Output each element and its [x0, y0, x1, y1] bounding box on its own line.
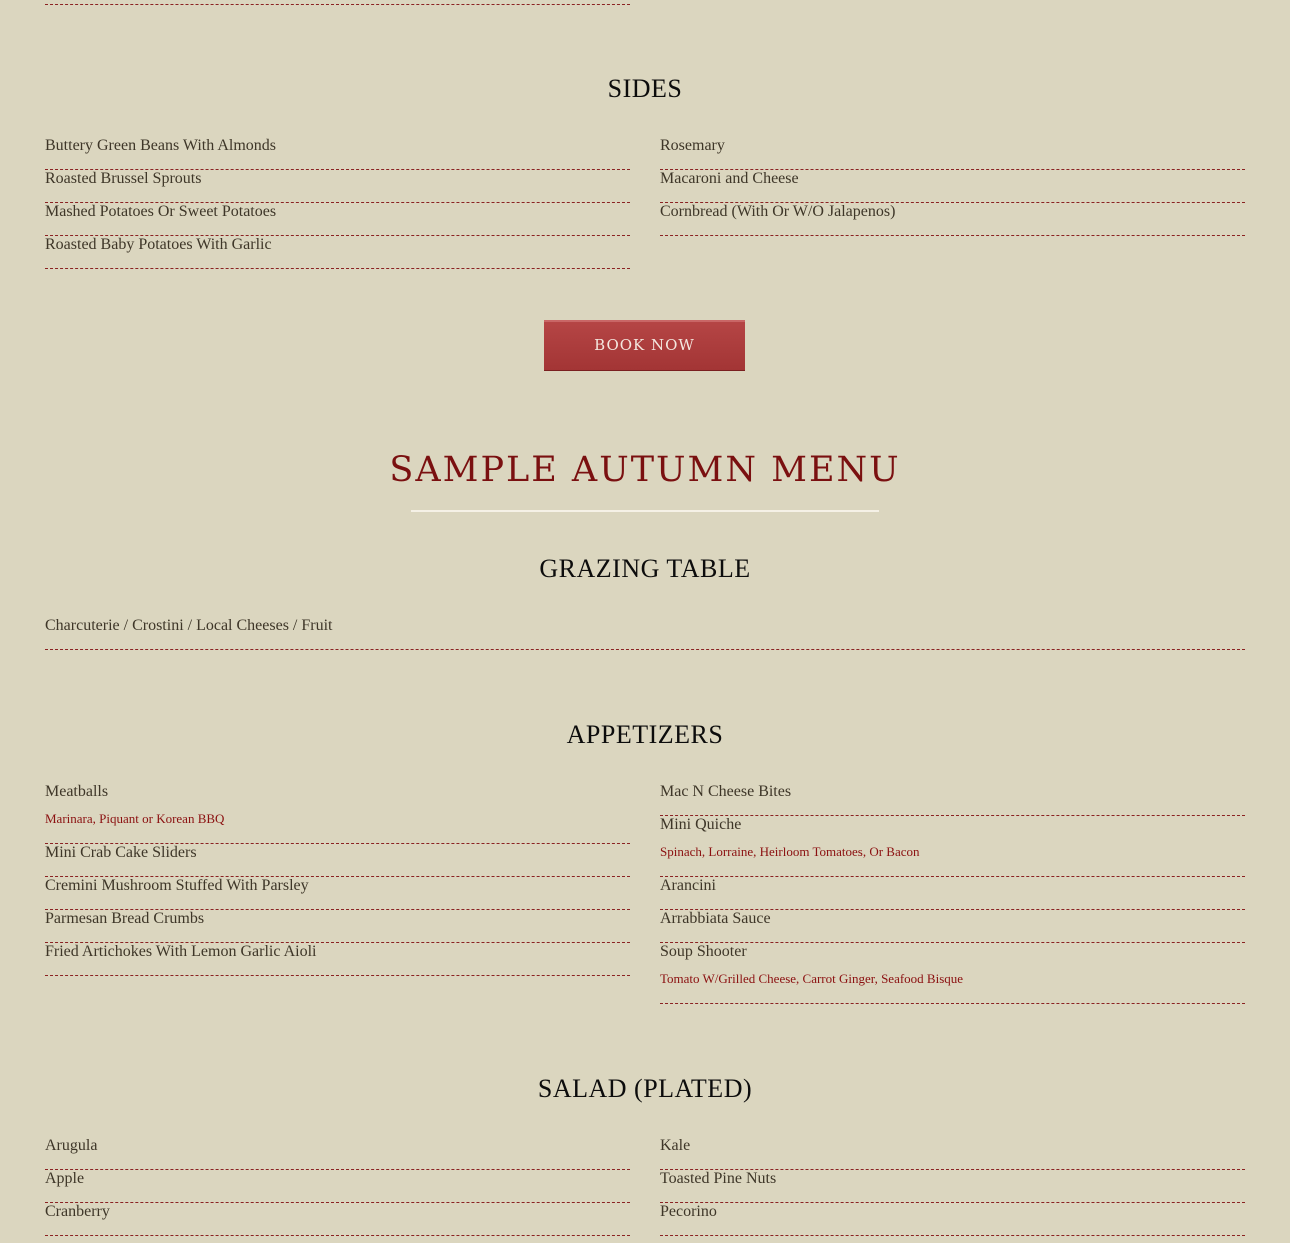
- list-item: [45, 203, 630, 236]
- item-name: Arrabbiata Sauce: [660, 910, 771, 927]
- item-name: Cranberry: [45, 1203, 110, 1220]
- menu-title: SAMPLE AUTUMN MENU: [389, 450, 901, 490]
- grazing-list: [45, 617, 1245, 650]
- item-name: Cornbread (With Or W/O Jalapenos): [660, 203, 896, 220]
- appetizers-right-list: [660, 783, 1245, 1004]
- list-item: [45, 783, 630, 844]
- item-name: Roasted Baby Potatoes With Garlic: [45, 236, 272, 253]
- list-item: [660, 203, 1245, 236]
- list-item: [45, 617, 1245, 650]
- list-item: [45, 1137, 630, 1170]
- salad-left-list: [45, 1137, 630, 1236]
- list-item: [660, 910, 1245, 943]
- item-name: Cremini Mushroom Stuffed With Parsley: [45, 877, 309, 894]
- appetizers-left-list: [45, 783, 630, 976]
- sides-right-list: [660, 137, 1245, 236]
- item-name: Fried Artichokes With Lemon Garlic Aioli: [45, 943, 317, 960]
- list-item: [660, 783, 1245, 816]
- list-item: [660, 943, 1245, 1004]
- list-item: [45, 877, 630, 910]
- list-item: [660, 137, 1245, 170]
- list-item: [660, 1137, 1245, 1170]
- item-options: Tomato W/Grilled Cheese, Carrot Ginger, Seafood Bisque: [660, 971, 964, 986]
- item-name: Apple: [45, 1170, 85, 1187]
- divider: [45, 4, 630, 5]
- item-name: Meatballs: [45, 783, 109, 800]
- item-name: Charcuterie / Crostini / Local Cheeses / Fruit: [45, 617, 333, 634]
- list-item: [45, 910, 630, 943]
- item-name: Arancini: [660, 877, 716, 894]
- item-name: Buttery Green Beans With Almonds: [45, 137, 277, 154]
- salad-heading: SALAD (PLATED): [537, 1074, 753, 1103]
- list-item: [45, 1170, 630, 1203]
- list-item: [45, 1203, 630, 1236]
- list-item: [660, 877, 1245, 910]
- item-name: Parmesan Bread Crumbs: [45, 910, 205, 927]
- grazing-heading: GRAZING TABLE: [539, 554, 751, 583]
- item-name: Kale: [660, 1137, 691, 1154]
- list-item: [45, 236, 630, 269]
- item-name: Roasted Brussel Sprouts: [45, 170, 202, 187]
- title-underline: [411, 510, 879, 512]
- list-item: [660, 1203, 1245, 1236]
- sides-left-list: [45, 137, 630, 269]
- item-name: Mac N Cheese Bites: [660, 783, 792, 800]
- appetizers-heading: APPETIZERS: [566, 720, 724, 749]
- book-now-button[interactable]: BOOK NOW: [544, 320, 745, 370]
- item-name: Mashed Potatoes Or Sweet Potatoes: [45, 203, 277, 220]
- list-item: [45, 170, 630, 203]
- item-name: Rosemary: [660, 137, 725, 154]
- item-name: Mini Quiche: [660, 816, 742, 833]
- item-name: Pecorino: [660, 1203, 717, 1220]
- item-name: Arugula: [45, 1137, 98, 1154]
- salad-right-list: [660, 1137, 1245, 1236]
- list-item: [45, 844, 630, 877]
- list-item: [660, 1170, 1245, 1203]
- list-item: [660, 816, 1245, 877]
- item-options: Marinara, Piquant or Korean BBQ: [45, 811, 225, 826]
- sides-heading: SIDES: [607, 74, 683, 103]
- list-item: [45, 137, 630, 170]
- list-item: [45, 943, 630, 976]
- list-item: [660, 170, 1245, 203]
- item-options: Spinach, Lorraine, Heirloom Tomatoes, Or Bacon: [660, 844, 920, 859]
- item-name: Soup Shooter: [660, 943, 747, 960]
- item-name: Mini Crab Cake Sliders: [45, 844, 197, 861]
- item-name: Toasted Pine Nuts: [660, 1170, 777, 1187]
- item-name: Macaroni and Cheese: [660, 170, 799, 187]
